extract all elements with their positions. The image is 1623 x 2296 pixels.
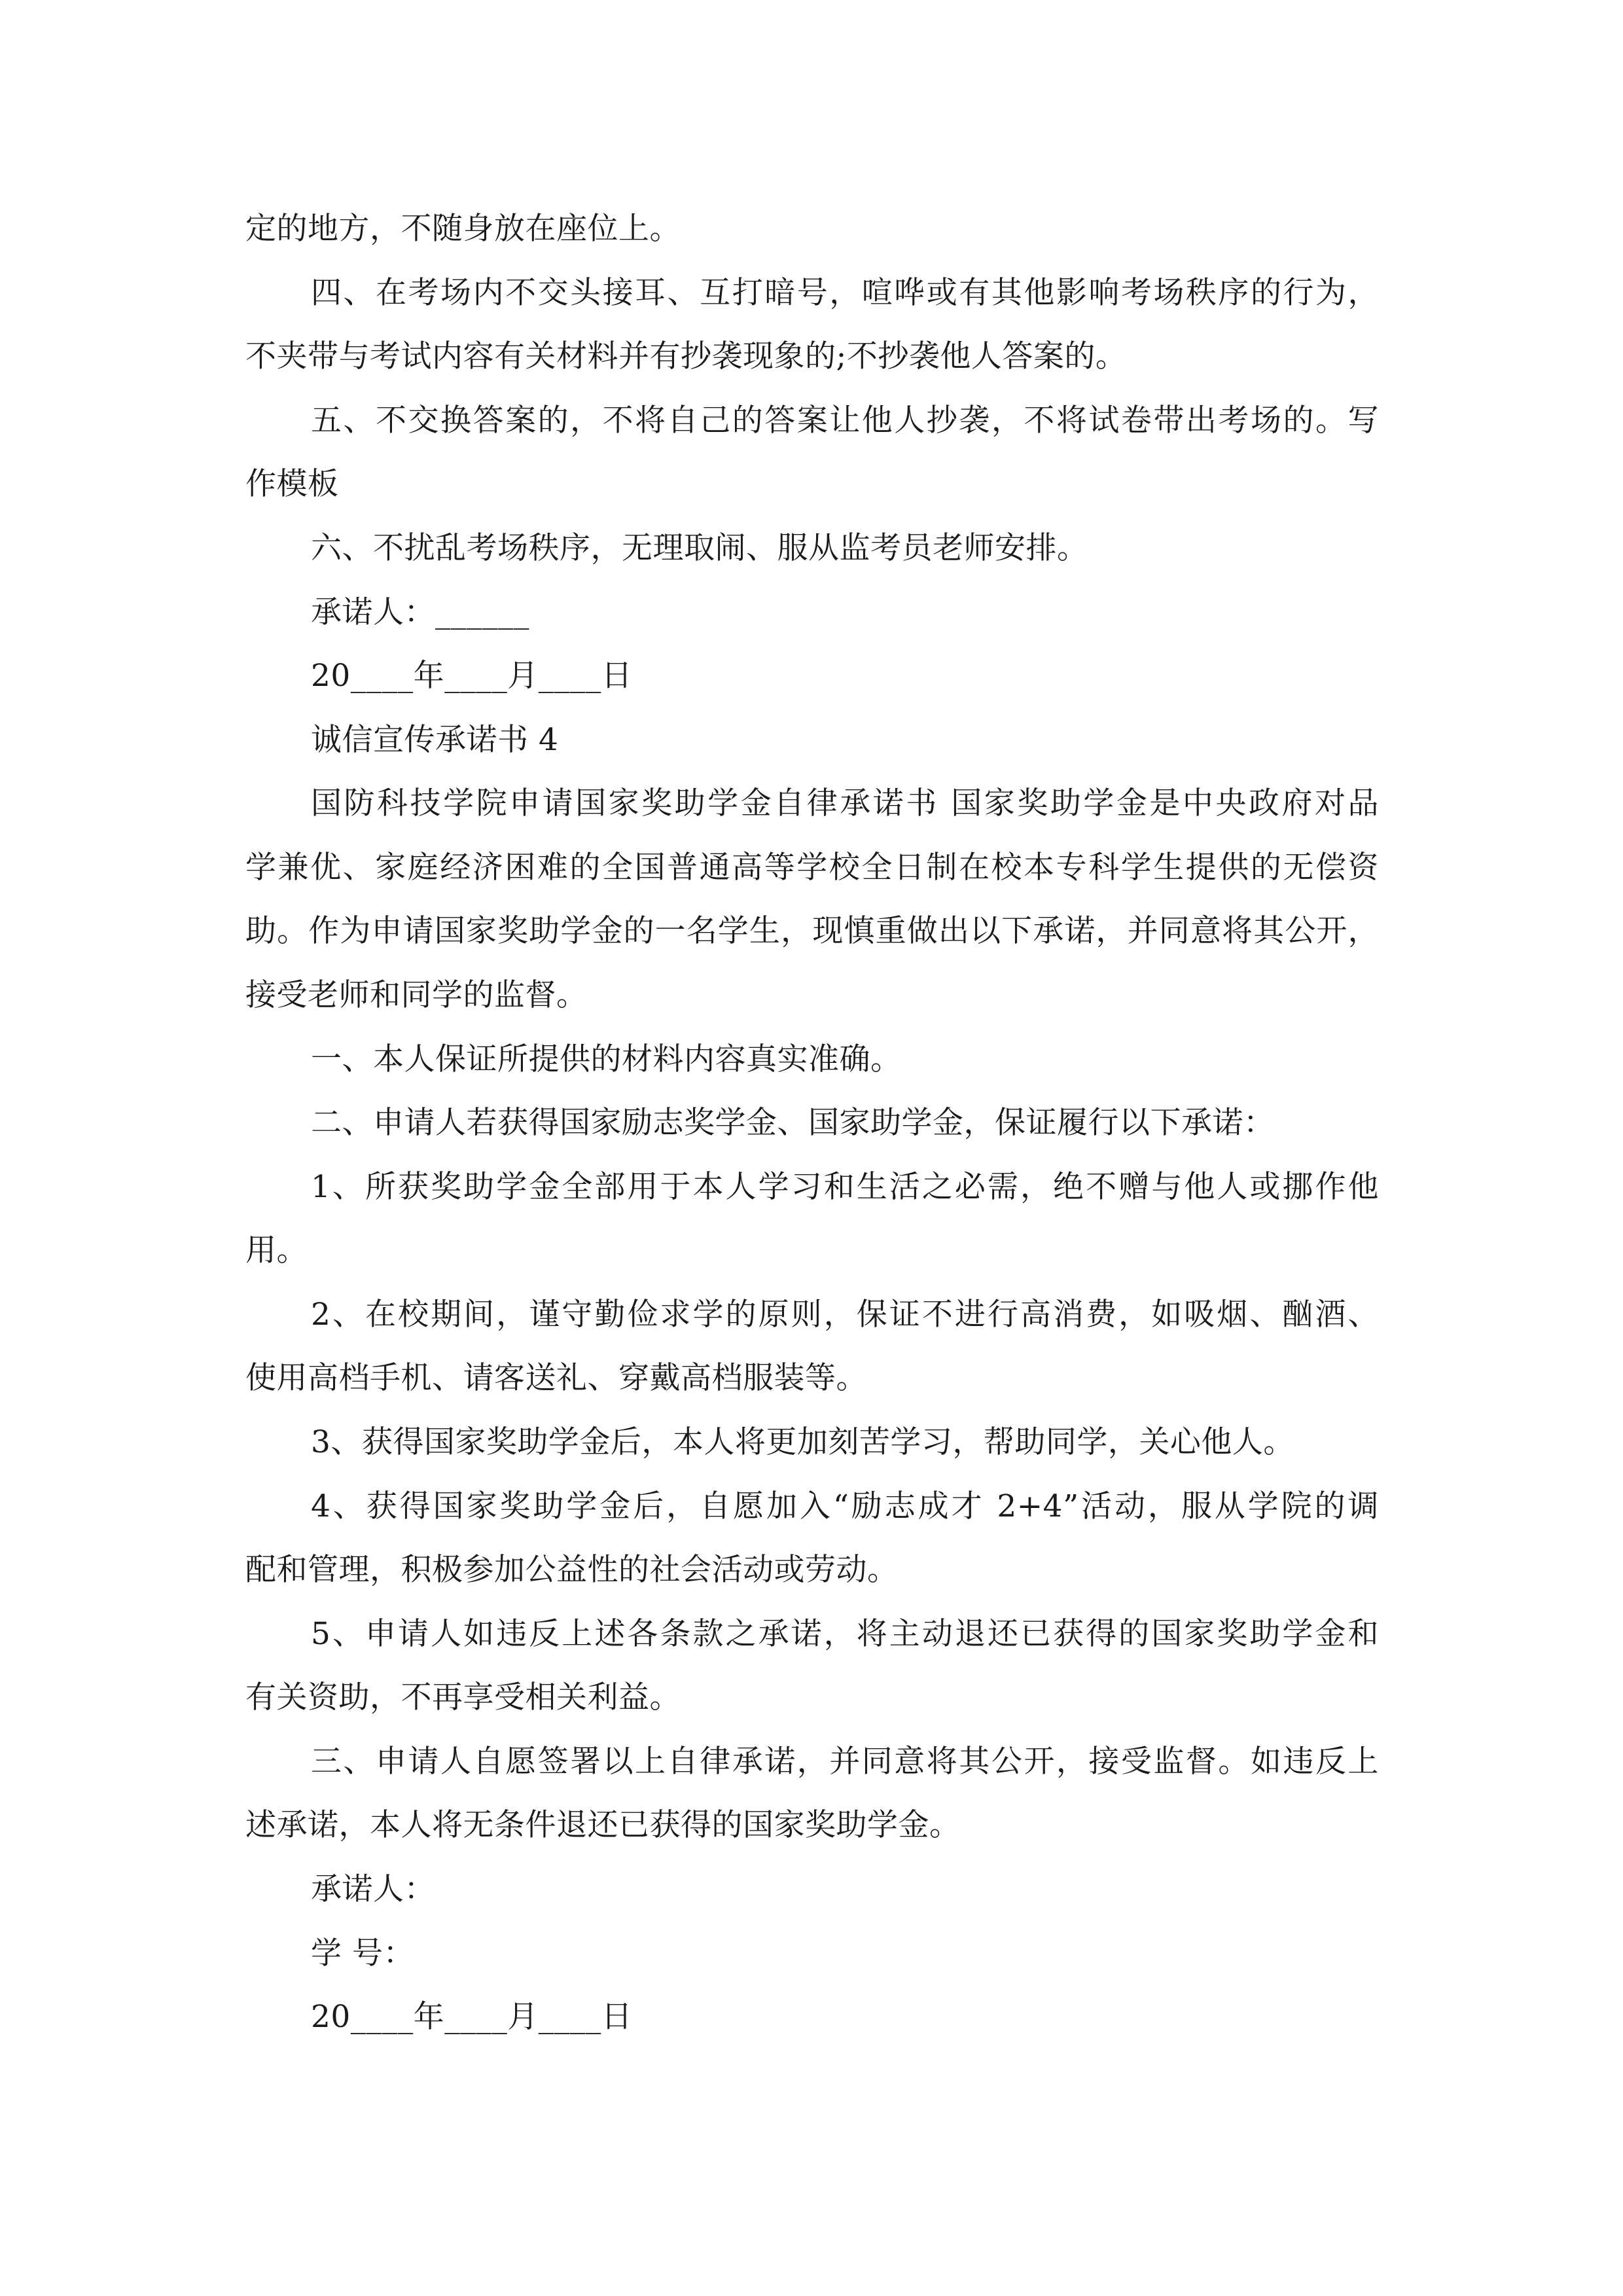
text-line: 接受老师和同学的监督。	[245, 977, 588, 1013]
text-line: 述承诺，本人将无条件退还已获得的国家奖助学金。	[245, 1807, 961, 1843]
text-line: 1、所获奖助学金全部用于本人学习和生活之必需，绝不赠与他人或挪作他	[311, 1169, 1379, 1205]
text-line: 有关资助，不再享受相关利益。	[245, 1679, 681, 1715]
text-line: 作模板	[245, 466, 339, 502]
student-id-line: 学 号：	[311, 1935, 414, 1971]
text-line: 国防科技学院申请国家奖助学金自律承诺书 国家奖助学金是中央政府对品	[311, 785, 1379, 821]
text-line: 一、本人保证所提供的材料内容真实准确。	[311, 1041, 902, 1077]
text-line: 2、在校期间，谨守勤俭求学的原则，保证不进行高消费，如吸烟、酗酒、	[311, 1297, 1379, 1333]
text-line: 四、在考场内不交头接耳、互打暗号，喧哗或有其他影响考场秩序的行为，	[311, 275, 1379, 311]
text-line: 助。作为申请国家奖助学金的一名学生，现慎重做出以下承诺，并同意将其公开，	[245, 913, 1379, 949]
signer-line: 承诺人：	[311, 1871, 435, 1907]
signer-line: 承诺人：______	[311, 594, 529, 630]
text-line: 二、申请人若获得国家励志奖学金、国家助学金，保证履行以下承诺：	[311, 1105, 1275, 1141]
text-line: 4、获得国家奖助学金后，自愿加入“励志成才 2+4”活动，服从学院的调	[311, 1488, 1379, 1524]
text-line: 定的地方，不随身放在座位上。	[245, 211, 681, 247]
text-line: 六、不扰乱考场秩序，无理取闹、服从监考员老师安排。	[311, 530, 1088, 566]
date-line: 20____年____月____日	[311, 658, 633, 694]
text-line: 使用高档手机、请客送礼、穿戴高档服装等。	[245, 1360, 867, 1396]
section-heading: 诚信宣传承诺书 4	[311, 722, 559, 758]
text-line: 3、获得国家奖助学金后，本人将更加刻苦学习，帮助同学，关心他人。	[311, 1424, 1294, 1460]
text-line: 五、不交换答案的，不将自己的答案让他人抄袭，不将试卷带出考场的。写	[311, 403, 1379, 439]
text-line: 用。	[245, 1232, 308, 1268]
text-line: 配和管理，积极参加公益性的社会活动或劳动。	[245, 1552, 899, 1588]
text-line: 学兼优、家庭经济困难的全国普通高等学校全日制在校本专科学生提供的无偿资	[245, 850, 1379, 886]
text-line: 5、申请人如违反上述各条款之承诺，将主动退还已获得的国家奖助学金和	[311, 1616, 1379, 1652]
text-line: 不夹带与考试内容有关材料并有抄袭现象的;不抄袭他人答案的。	[245, 338, 1127, 374]
date-line: 20____年____月____日	[311, 1999, 633, 2035]
text-line: 三、申请人自愿签署以上自律承诺，并同意将其公开，接受监督。如违反上	[311, 1744, 1379, 1780]
